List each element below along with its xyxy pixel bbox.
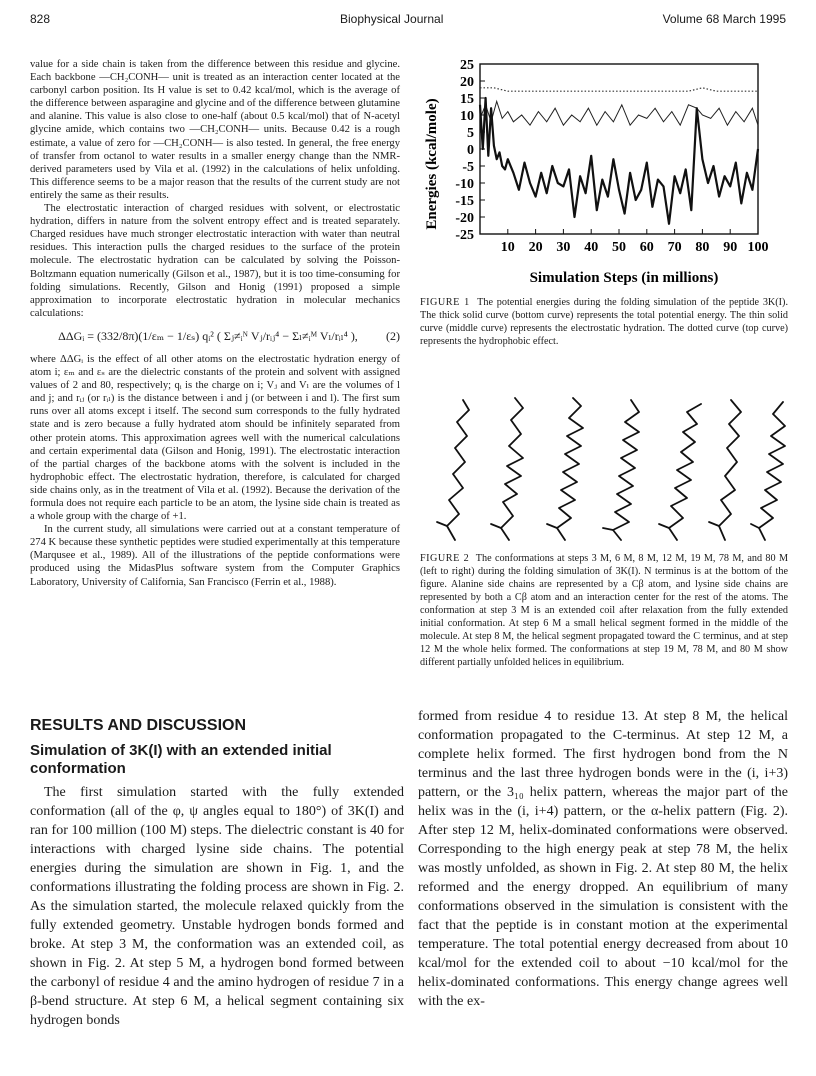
subsection-heading: Simulation of 3K(I) with an extended initial conformation bbox=[30, 742, 332, 777]
y-tick-label: 5 bbox=[467, 126, 474, 141]
x-tick-label: 10 bbox=[500, 240, 515, 255]
y-tick-label: -15 bbox=[455, 194, 474, 209]
paragraph: The first simulation started with the fully extended conformation (all of the φ, ψ angles equal to 180°) of 3K(I) and ran for 100 million (100 M) steps. The dielectric constant is 40 for interactions with charged lysine side chains. The potential energies during the simulation are shown in Fig. 1, and the conformations illustrating the folding process are shown in Fig. 2. As the simulation started, the molecule relaxed quickly from the fully extended geometry. Unstable hydrogen bonds formed and broke. At step 3 M, the conformation was an extended coil, as shown in Fig. 2. At step 5 M, a hydrogen bond formed between the carbonyl of residue 4 and the amino hydrogen of residue 7 in a β-bend structure. At step 6 M, a helical segment containing six hydrogen bonds bbox=[30, 785, 404, 1028]
volume-date: Volume 68 March 1995 bbox=[662, 12, 786, 26]
x-tick-label: 100 bbox=[747, 240, 769, 255]
page-number: 828 bbox=[30, 12, 51, 26]
paragraph: The electrostatic interaction of charged residues with solvent, or electrostatic hydration, differs in nature from the solvent entropy effect and is treated separately. Charged residues have much stronger electrostatic interaction with water than neutral residues. This interaction pulls the charged residues to the surface of the protein molecule. The electrostatic hydration can be calculated by solving the Poisson-Boltzmann equation numerically (Gilson et al., 1987), but it is too time-consuming for folding simulations. Recently, Gilson and Honig (1991) proposed a simple approximation to incorporate electrostatic hydration in molecular mechanics calculations: bbox=[30, 203, 400, 319]
figure-1-chart bbox=[418, 56, 788, 291]
figure-2-label: FIGURE 2 bbox=[420, 553, 470, 564]
figure-2-caption bbox=[420, 552, 788, 669]
equation bbox=[30, 330, 400, 343]
x-axis-label: Simulation Steps (in millions) bbox=[529, 270, 719, 286]
y-tick-label: 20 bbox=[460, 75, 474, 90]
x-tick-label: 80 bbox=[695, 240, 710, 255]
x-tick-label: 40 bbox=[584, 240, 599, 255]
y-axis-label: Energies (kcal/mole) bbox=[424, 98, 440, 230]
conformation-6M bbox=[491, 398, 523, 540]
x-tick-label: 20 bbox=[528, 240, 543, 255]
x-tick-label: 70 bbox=[667, 240, 682, 255]
conformation-19M bbox=[659, 404, 701, 540]
journal-name: Biophysical Journal bbox=[340, 12, 444, 26]
x-tick-label: 60 bbox=[639, 240, 654, 255]
plot-frame bbox=[480, 64, 758, 234]
figure-1-label: FIGURE 1 bbox=[420, 297, 470, 308]
series-thick-line bbox=[480, 98, 758, 224]
conformation-80M bbox=[751, 402, 785, 540]
conformation-3M bbox=[437, 400, 469, 540]
x-tick-label: 50 bbox=[612, 240, 626, 255]
paragraph: value for a side chain is taken from the difference between this residue and glycine. Each backbone —CH₂CONH— unit is treated as an interaction center located at the carbonyl carbon position. Its H value is set to 0.42 kcal/mol, which is the average of the difference between asparagine and glycine and of the difference between glutamine and alanine. This value is also close to one-half (about 0.5 kcal/mol) that of N-acetyl glycine amide, which contains two —CH₂CONH— units. Because 0.42 is a rough estimate, a value of zero for —CH₂CONH— is also tested. In general, the free energy of transfer from octanol to water results in a smaller energy change than the NMR-derived parameters used by Vila et al. (1992) in the calculations of helix unfolding. This difference seems to be a major reason that the results of the current study are not entirely the same as their results. bbox=[30, 59, 400, 201]
y-tick-label: -5 bbox=[462, 160, 474, 175]
x-tick-label: 30 bbox=[556, 240, 571, 255]
equation-body: ΔΔGᵢ = (332/8π)(1/εₘ − 1/εₛ) qᵢ² ( Σⱼ≠ᵢᴺ Vⱼ/rᵢⱼ⁴ − Σₗ≠ᵢᴹ Vₗ/rᵢₗ⁴ ), bbox=[58, 328, 358, 343]
figure-2-conformations bbox=[425, 396, 793, 544]
y-tick-label: 10 bbox=[460, 109, 474, 124]
conformation-8M bbox=[547, 398, 583, 540]
paragraph: formed from residue 4 to residue 13. At step 8 M, the helical conformation propagated to the C-terminus. At step 12 M, a complete helix formed. The first hydrogen bond from the N terminus and the last three hydrogen bonds were in the (i, i+3) pattern, or the 3₁₀ helix pattern, whereas the major part of the helix was in the (i, i+4) pattern, or the α-helix pattern (Fig. 2). After step 12 M, helix-dominated conformations were observed. Corresponding to the high energy peak at step 78 M, the helix was mostly unfolded, as shown in Fig. 2. At step 80 M, the helix reformed and the energy dropped. An equilibrium of many conformations observed in the simulation is consistent with the fact that the peptide is in constant motion at the experimental temperature. The total potential energy decreased from about 10 kcal/mol for the extended coil to about −10 kcal/mol for the helix-dominated conformations. This energy change agrees well with the ex- bbox=[418, 709, 788, 1009]
y-tick-label: 25 bbox=[460, 58, 474, 73]
figure-1-text: The potential energies during the folding simulation of the peptide 3K(I). The thick solid curve (bottom curve) represents the total potential energy. The thin solid curve (middle curve) represents the electrostatic hydration. The dotted curve (top curve) represents the hydrophobic effect. bbox=[420, 297, 789, 347]
conformation-12M bbox=[603, 400, 639, 540]
y-tick-label: 0 bbox=[467, 143, 474, 158]
figure-1-caption bbox=[420, 296, 788, 348]
x-tick-label: 90 bbox=[723, 240, 738, 255]
conformation-78M bbox=[709, 400, 741, 540]
right-body bbox=[418, 707, 788, 1011]
paragraph: where ΔΔGᵢ is the effect of all other atoms on the electrostatic hydration energy of atom i; εₘ and εₛ are the dielectric constants of the protein and solvent with assigned values of 2 and 80, respectively; qᵢ is the charge on i; Vⱼ and Vₗ are the volumes of l and j; and rᵢⱼ (or rᵢₗ) is the distance between i and j (or between i and l). The first sum runs over all atoms except i itself. The second sum corresponds to the fully hydrated state and is zero because a fully hydrated atom should be infinitely separated from other protein atoms. This approximation agrees well with the numerical calculations and certain experimental data (Gilson and Honig, 1991). The electrostatic interaction of the partial charges of the backbone atoms with the solvent is included in the hydrophobic effect. The electrostatic hydration, therefore, is calculated for charged side chains only, as in the treatment of Vila et al. (1992). Because the derivation of the formula does not require each particle to be an atom, the lysine side chain is treated as a whole group with the charge of +1. bbox=[30, 353, 400, 523]
paragraph: In the current study, all simulations were carried out at a constant temperature of 274 K because these synthetic peptides were studied experimentally at this temperature (Marqusee et al., 1989). All of the illustrations of the peptide conformations were produced using the MidasPlus software system from the Computer Graphics Laboratory, University of California, San Francisco (Ferrin et al., 1988). bbox=[30, 524, 400, 588]
figure-2-text: The conformations at steps 3 M, 6 M, 8 M, 12 M, 19 M, 78 M, and 80 M (left to right) during the folding simulation of 3K(I). N terminus is at the bottom of the figure. Alanine side chains are represented by a Cβ atom, and lysine side chains are represented by both a Cβ atom and an interaction center for the rest of the atoms. The conformation at step 3 M is an extended coil after relaxation from the fully extended initial conformation. At step 6 M a small helical segment formed in the middle of the molecule. At step 8 M, the helical segment propagated toward the C terminus, and at step 12 M the whole helix formed. The conformations at step 19 M, 78 M, and 80 M show different partially unfolded helices in equilibrium. bbox=[420, 553, 788, 668]
left-body bbox=[30, 783, 404, 1030]
left-column bbox=[30, 58, 400, 589]
equation-number: (2) bbox=[386, 328, 400, 343]
series-dotted-line bbox=[480, 88, 758, 91]
y-tick-label: -25 bbox=[455, 228, 474, 243]
series-thin-line bbox=[480, 101, 758, 125]
y-tick-label: -20 bbox=[455, 211, 474, 226]
y-tick-label: -10 bbox=[455, 177, 474, 192]
section-heading: RESULTS AND DISCUSSION bbox=[30, 717, 247, 734]
y-tick-label: 15 bbox=[460, 92, 474, 107]
